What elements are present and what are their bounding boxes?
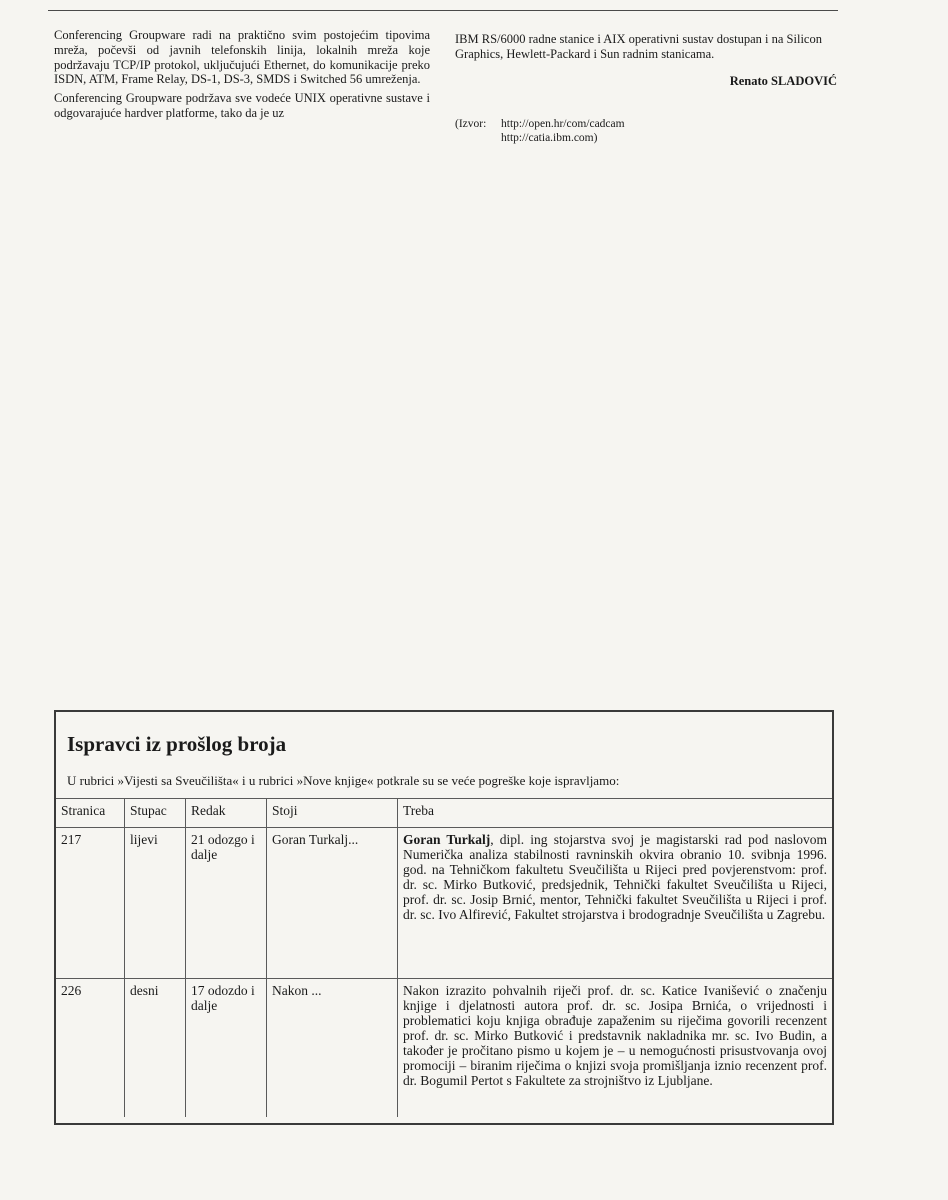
source-note xyxy=(455,118,837,145)
article-paragraph: IBM RS/6000 radne stanice i AIX operativni sustav dostupan i na Silicon Graphics, Hewlett-Packard i Sun radnim stanicama. xyxy=(455,32,822,61)
cell-stands: Nakon ... xyxy=(267,979,398,1118)
cell-should xyxy=(398,828,833,979)
source-label: (Izvor: xyxy=(455,118,487,131)
cell-line: 17 odozdo i dalje xyxy=(186,979,267,1118)
cell-column: lijevi xyxy=(125,828,186,979)
table-row xyxy=(56,979,832,1118)
table-row xyxy=(56,828,832,979)
source-link: http://open.hr/com/cadcam xyxy=(501,118,625,131)
cell-page: 217 xyxy=(56,828,125,979)
column-header-stands: Stoji xyxy=(267,799,398,828)
article-paragraph: Conferencing Groupware radi na praktično svim postojećim tipovima mreža, počevši od javnih telefonskih linija, lokalnih mreža koje podržavaju TCP/IP protokol, uključujući Ethernet, do komunikacije preko ISDN, ATM, Frame Relay, DS-1, DS-3, SMDS i Switched 56 umreženja. xyxy=(54,28,430,87)
cell-page: 226 xyxy=(56,979,125,1118)
column-header-page: Stranica xyxy=(56,799,125,828)
corrections-title: Ispravci iz prošlog broja xyxy=(67,732,287,756)
table-header-row xyxy=(56,799,832,828)
article-left-column xyxy=(54,28,430,125)
cell-stands: Goran Turkalj... xyxy=(267,828,398,979)
cell-line: 21 odozgo i dalje xyxy=(186,828,267,979)
article-right-column xyxy=(455,32,837,145)
column-header-should: Treba xyxy=(398,799,833,828)
cell-should: Nakon izrazito pohvalnih riječi prof. dr. sc. Katice Ivanišević o značenju knjige i djelatnosti autora prof. dr. sc. Josipa Brnića, o vrijednosti i problematici koju knjiga obrađuje zapaženim su riječima govorili recenzent prof. dr. sc. Mirko Butković i predstavnik nakladnika mr. sc. Ivo Budin, a također je pročitano pismo u kojem je – u nemogućnosti prisustvovanja ovoj promociji – biranim riječima o knjizi svoja promišljanja iznio recenzent prof. dr. Bogumil Pertot s Fakultete za strojništvo iz Ljubljane. xyxy=(398,979,833,1118)
cell-should-text: , dipl. ing stojarstva svoj je magistarski rad pod naslovom Numerička analiza stabilnosti ravninskih okvira obranio 10. svibnja 1996. god. na Tehničkom fakultetu Sveučilišta u Rijeci pred povjerenstvom: prof. dr. sc. Mirko Butković, predsjednik, Tehnički fakultet Sveučilišta u Rijeci, prof. dr. sc. Josip Brnić, mentor, Tehnički fakultet Sveučilišta u Rijeci i prof. dr. sc. Ivo Alfirević, Fakultet strojarstva i brodogradnje Sveučilišta u Zagrebu. xyxy=(403,832,827,922)
author-name: Renato SLADOVIĆ xyxy=(729,73,837,88)
corrections-intro: U rubrici »Vijesti sa Sveučilišta« i u rubrici »Nove knjige« potkrale su se veće pogreške koje ispravljamo: xyxy=(67,773,620,788)
column-header-column: Stupac xyxy=(125,799,186,828)
source-links xyxy=(501,118,625,145)
article-paragraph: Conferencing Groupware podržava sve vodeće UNIX operativne sustave i odgovarajuće hardver platforme, tako da je uz xyxy=(54,91,430,120)
cell-column: desni xyxy=(125,979,186,1118)
column-header-line: Redak xyxy=(186,799,267,828)
corrections-box xyxy=(54,710,834,1125)
source-link: http://catia.ibm.com) xyxy=(501,131,598,144)
top-rule xyxy=(48,10,838,11)
cell-should-name: Goran Turkalj xyxy=(403,832,491,847)
corrections-table xyxy=(56,798,832,1117)
